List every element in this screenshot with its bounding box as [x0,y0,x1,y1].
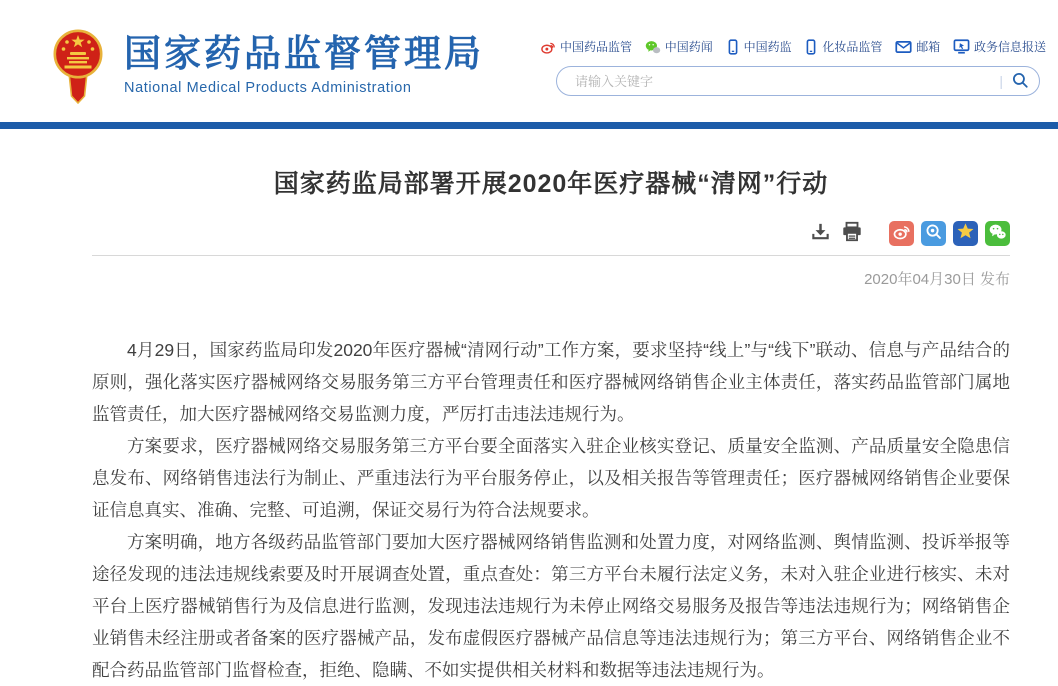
mail-icon [895,40,912,54]
title-divider [92,255,1010,256]
search-button[interactable] [1011,71,1029,92]
print-button[interactable] [841,221,863,245]
share-wechat-button[interactable] [985,221,1010,246]
printer-icon [841,221,863,245]
wechat-share-icon [988,222,1007,244]
nav-link-mobile-cosmetics[interactable] [804,38,882,55]
download-icon [810,221,831,245]
nav-label: 化妆品监管 [822,40,883,54]
share-qzone-button[interactable] [953,221,978,246]
brand[interactable] [52,28,484,106]
site-header [0,0,1058,122]
nav-link-gov-info[interactable] [953,38,1046,55]
nav-label: 邮箱 [916,40,941,54]
search-icon [1011,71,1029,92]
weibo-share-icon [892,222,911,244]
search-input[interactable] [573,73,999,90]
header-divider-bar [0,122,1058,129]
share-weibo-button[interactable] [889,221,914,246]
weibo-icon [540,39,556,55]
nav-link-mail[interactable] [895,38,940,55]
qzone-share-icon [956,222,975,244]
header-right [540,38,1046,96]
article-page [0,164,1058,686]
search-box [556,66,1040,96]
paragraph: 方案明确，地方各级药品监管部门要加大医疗器械网络销售监测和处置力度，对网络监测、舆情监测、投诉举报等途径发现的违法违规线索要及时开展调查处置，重点查处：第三方平台未履行法定义务，未对入驻企业进行核实、未对平台上医疗器械销售行为及信息进行监测，发现违法违规行为未停止网络交易服务及报告等违法违规行为；网络销售企业销售未经注册或者备案的医疗器械产品，发布虚假医疗器械产品信息等违法违规行为；第三方平台、网络销售企业不配合药品监管部门监督检查，拒绝、隐瞒、不如实提供相关材料和数据等违法违规行为。 [92,532,1010,680]
share-tencent-weibo-button[interactable] [921,221,946,246]
paragraph: 方案要求，医疗器械网络交易服务第三方平台要全面落实入驻企业核实登记、质量安全监测、产品质量安全隐患信息发布、网络销售违法行为制止、严重违法行为平台服务停止，以及相关报告等管理责任；医疗器械网络销售企业要保证信息真实、准确、完整、可追溯，保证交易行为符合法规要求。 [92,436,1010,520]
paragraph: 4月29日，国家药监局印发2020年医疗器械“清网行动”工作方案，要求坚持“线上”与“线下”联动、信息与产品结合的原则，强化落实医疗器械网络交易服务第三方平台管理责任和医疗器械网络销售企业主体责任，落实药品监管部门属地监管责任，加大医疗器械网络交易监测力度，严厉打击违法违规行为。 [92,340,1010,424]
nav-label: 政务信息报送 [973,40,1046,54]
article-body [92,334,1010,686]
mobile-icon [804,39,818,55]
nav-link-weibo[interactable] [540,38,632,55]
mobile-icon [726,39,740,55]
article-toolbar [92,220,1010,246]
nav-link-mobile-nmpa[interactable] [726,38,792,55]
site-subtitle: National Medical Products Administration [124,79,412,96]
nav-label: 中国药监 [743,40,792,54]
search-separator: | [999,73,1003,89]
national-emblem-logo [52,28,104,106]
tencent-weibo-share-icon [924,222,943,244]
wechat-icon [645,39,661,55]
publish-date: 2020年04月30日 发布 [864,271,1010,288]
article-title: 国家药监局部署开展2020年医疗器械“清网”行动 [273,170,829,198]
nav-label: 中国药品监管 [560,40,633,54]
monitor-icon [953,39,970,54]
site-title: 国家药品监督管理局 [124,33,484,74]
brand-text [124,28,484,96]
nav-link-wechat[interactable] [645,38,713,55]
nav-label: 中国药闻 [664,40,713,54]
top-nav [540,38,1046,55]
download-button[interactable] [810,221,831,245]
